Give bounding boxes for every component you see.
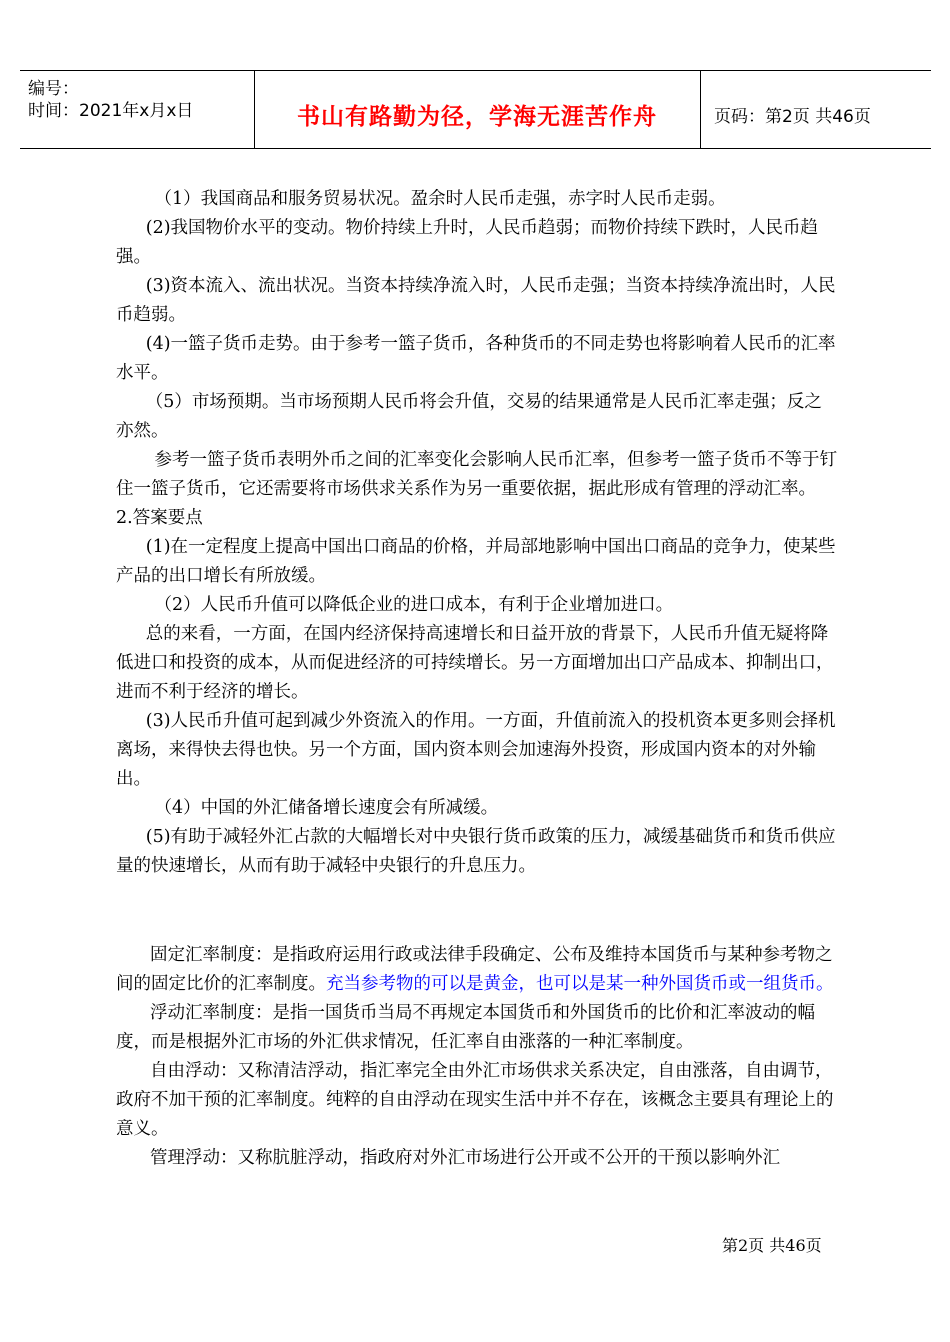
document-date-label: 时间：2021年x月x日 bbox=[28, 101, 194, 121]
paragraph-capital-flow: (3)资本流入、流出状况。当资本持续净流入时，人民币走强；当资本持续净流出时，人民币趋弱。 bbox=[116, 276, 836, 325]
definition-fixed-rate-text: 固定汇率制度：是指政府运用行政或法律手段确定、公布及维持本国货币与某种参考物之间的固定比价的汇率制度。 bbox=[116, 945, 833, 994]
paragraph-market-expectation: （5）市场预期。当市场预期人民币将会升值，交易的结果通常是人民币汇率走强；反之亦然。 bbox=[116, 392, 822, 441]
definition-floating-rate: 浮动汇率制度：是指一国货币当局不再规定本国货币和外国货币的比价和汇率波动的幅度，而是根据外汇市场的外汇供求情况，任汇率自由涨落的一种汇率制度。 bbox=[116, 1003, 815, 1052]
paragraph-currency-basket: (4)一篮子货币走势。由于参考一篮子货币，各种货币的不同走势也将影响着人民币的汇率水平。 bbox=[116, 334, 836, 383]
answer-point-3: (3)人民币升值可起到减少外资流入的作用。一方面，升值前流入的投机资本更多则会择机离场，来得快去得也快。另一个方面，国内资本则会加速海外投资，形成国内资本的对外输出。 bbox=[116, 711, 836, 789]
header-divider-right bbox=[700, 70, 701, 148]
footer-page-number: 第2页 共46页 bbox=[722, 1236, 822, 1255]
section-heading-answer-points: 2.答案要点 bbox=[116, 508, 203, 528]
section-spacer bbox=[116, 881, 838, 941]
definition-managed-float: 管理浮动：又称肮脏浮动，指政府对外汇市场进行公开或不公开的干预以影响外汇 bbox=[150, 1148, 780, 1168]
answer-point-1: (1)在一定程度上提高中国出口商品的价格，并局部地影响中国出口商品的竞争力，使某些产品的出口增长有所放缓。 bbox=[116, 537, 836, 586]
header-page-number: 页码：第2页 共46页 bbox=[714, 107, 871, 127]
answer-point-2: （2）人民币升值可以降低企业的进口成本，有利于企业增加进口。 bbox=[154, 595, 674, 615]
header-top-rule bbox=[20, 70, 931, 71]
paragraph-price-level: (2)我国物价水平的变动。物价持续上升时，人民币趋弱；而物价持续下跌时，人民币趋强。 bbox=[116, 218, 819, 267]
answer-point-5: (5)有助于减轻外汇占款的大幅增长对中央银行货币政策的压力，减缓基础货币和货币供应量的快速增长，从而有助于减轻中央银行的升息压力。 bbox=[116, 827, 836, 876]
page-header bbox=[20, 70, 931, 148]
document-code-label: 编号： bbox=[28, 79, 79, 99]
definition-fixed-rate-highlight: 充当参考物的可以是黄金，也可以是某一种外国货币或一组货币。 bbox=[326, 974, 834, 994]
document-body bbox=[116, 185, 838, 1173]
answer-point-4: （4）中国的外汇储备增长速度会有所减缓。 bbox=[154, 798, 499, 818]
definition-free-float: 自由浮动：又称清洁浮动，指汇率完全由外汇市场供求关系决定，自由涨落，自由调节，政府不加干预的汇率制度。纯粹的自由浮动在现实生活中并不存在，该概念主要具有理论上的意义。 bbox=[116, 1061, 834, 1139]
header-motto: 书山有路勤为径，学海无涯苦作舟 bbox=[297, 104, 657, 130]
definition-fixed-rate bbox=[116, 941, 838, 999]
paragraph-basket-summary: 参考一篮子货币表明外币之间的汇率变化会影响人民币汇率，但参考一篮子货币不等于钉住一篮子货币，它还需要将市场供求关系作为另一重要依据，据此形成有管理的浮动汇率。 bbox=[116, 450, 837, 499]
paragraph-trade-status: （1）我国商品和服务贸易状况。盈余时人民币走强，赤字时人民币走弱。 bbox=[154, 189, 726, 209]
answer-summary: 总的来看，一方面，在国内经济保持高速增长和日益开放的背景下，人民币升值无疑将降低进口和投资的成本，从而促进经济的可持续增长。另一方面增加出口产品成本、抑制出口，进而不利于经济的增长。 bbox=[116, 624, 834, 702]
header-bottom-rule bbox=[20, 148, 931, 149]
